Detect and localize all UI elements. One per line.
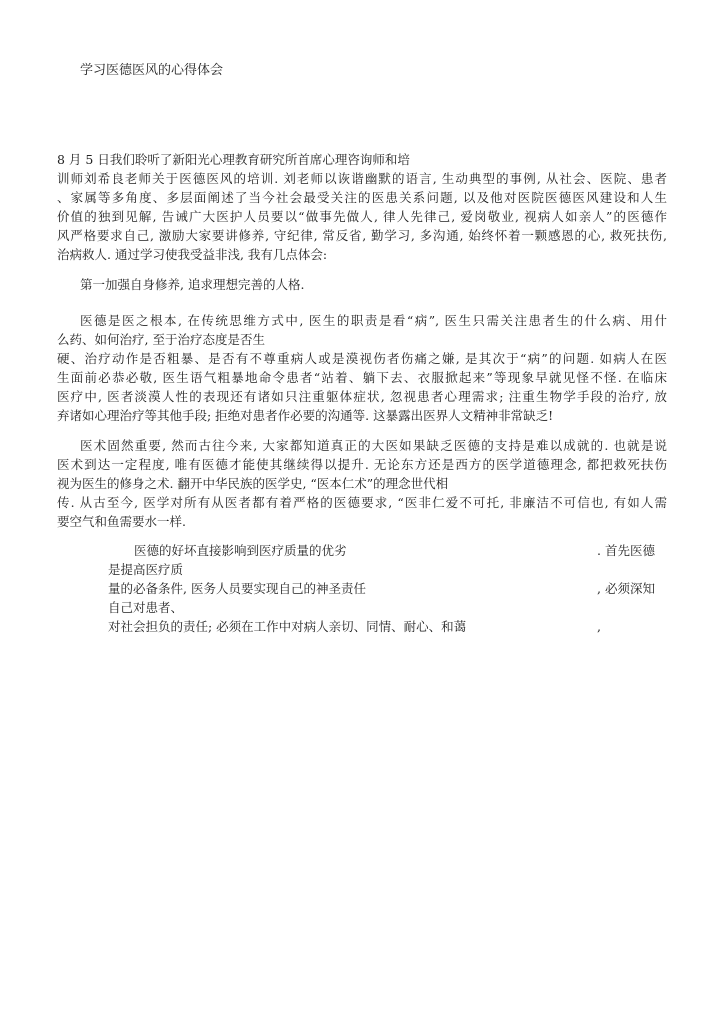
text-line: 医术固然重要, 然而古往今来, 大家都知道真正的大医如果缺乏医德的支持是难以成就的. 也就是说 — [80, 438, 667, 453]
text-line: 硬、治疗动作是否粗暴、是否有不尊重病人或是漠视伤者伤痛之嫌, 是其次于“病”的问题. 如病人在医 — [57, 351, 667, 366]
text-line: , 必须深知 — [597, 581, 655, 596]
text-line: 么药、如何治疗, 至于治疗态度是否生 — [57, 332, 265, 347]
text-line: 、家属等多角度、多层面阐述了当今社会最受关注的医患关系问题, 以及他对医院医德医风建设和人生 — [57, 190, 667, 205]
text-line: 训师刘希良老师关于医德医风的培训. 刘老师以诙谐幽默的语言, 生动典型的事例, 从社会、医院、患者 — [57, 171, 667, 186]
page-title: 学习医德医风的心得体会 — [80, 63, 224, 78]
point-one-heading: 第一加强自身修养, 追求理想完善的人格. — [80, 277, 305, 292]
text-line: 要空气和鱼需要水一样. — [57, 514, 186, 529]
text-line: 医术到达一定程度, 唯有医德才能使其继续得以提升. 无论东方还是西方的医学道德理念, 都把救死扶伤 — [57, 457, 667, 472]
text-line: 生面前必恭必敬, 医生语气粗暴地命令患者“站着、躺下去、衣服掀起来”等现象早就见怪不怪. 在临床 — [57, 370, 667, 385]
text-line: 视为医生的修身之术. 翻开中华民族的医学史, “医本仁术”的理念世代相 — [57, 476, 449, 491]
text-line: 医德是医之根本, 在传统思维方式中, 医生的职责是看“病”, 医生只需关注患者生的什么病、用什 — [80, 313, 667, 328]
text-line: 医疗中, 医者淡漠人性的表现还有诸如只注重躯体症状, 忽视患者心理需求; 注重生物学手段的治疗, 放 — [57, 389, 667, 404]
text-line: 自己对患者、 — [108, 600, 184, 615]
text-line: . 首先医德 — [597, 543, 655, 558]
text-line: 价值的独到见解, 告诫广大医护人员要以“做事先做人, 律人先律己, 爱岗敬业, 视病人如亲人”的医德作 — [57, 209, 667, 224]
text-line: 8 月 5 日我们聆听了新阳光心理教育研究所首席心理咨询师和培 — [57, 152, 410, 167]
text-line: 弃诸如心理治疗等其他手段; 拒绝对患者作必要的沟通等. 这暴露出医界人文精神非常缺乏! — [57, 408, 554, 423]
text-line: 传. 从古至今, 医学对所有从医者都有着严格的医德要求, “医非仁爱不可托, 非廉洁不可信也, 有如人需 — [57, 495, 667, 510]
text-line: 医德的好坏直接影响到医疗质量的优劣 — [134, 543, 347, 558]
text-line: 治病救人. 通过学习使我受益非浅, 我有几点体会: — [57, 247, 328, 262]
text-line: 风严格要求自己, 激励大家要讲修养, 守纪律, 常反省, 勤学习, 多沟通, 始终怀着一颗感恩的心, 救死扶伤, — [57, 228, 667, 243]
text-line: 对社会担负的责任; 必须在工作中对病人亲切、同情、耐心、和蔼 — [108, 619, 467, 634]
text-line: 量的必备条件, 医务人员要实现自己的神圣责任 — [108, 581, 366, 596]
text-line: , — [597, 619, 601, 634]
text-line: 是提高医疗质 — [108, 562, 184, 577]
